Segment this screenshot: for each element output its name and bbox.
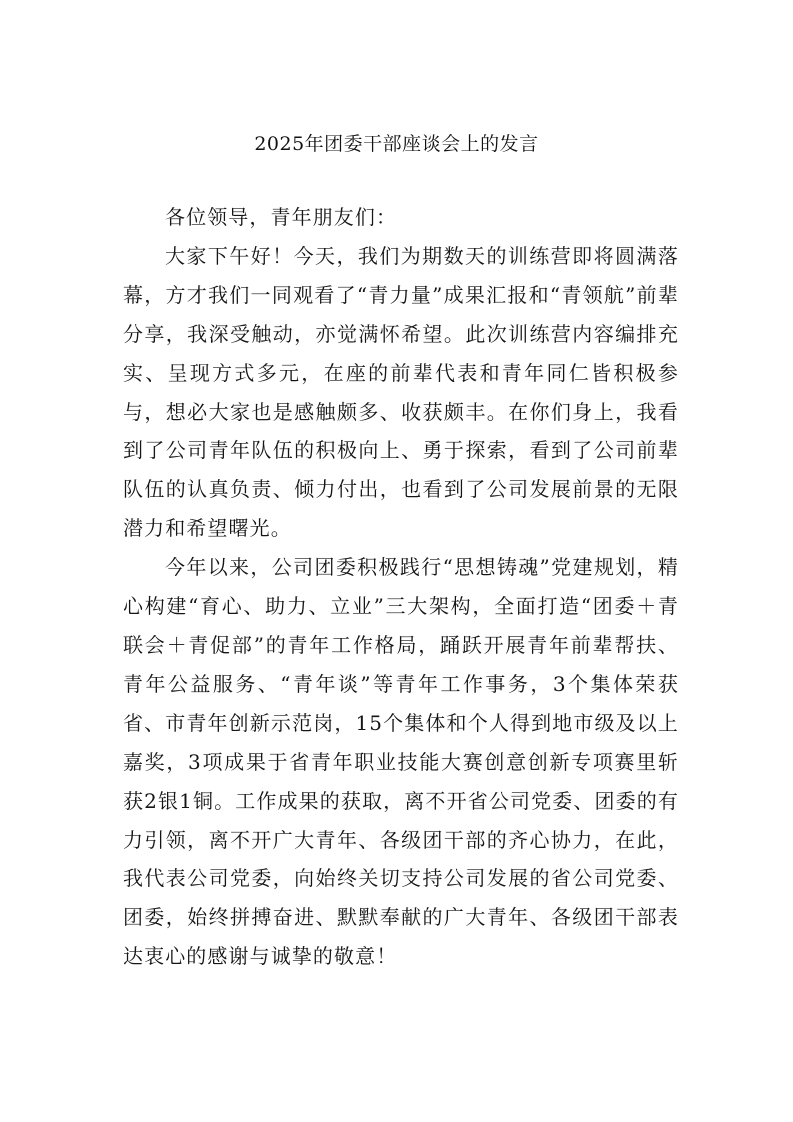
document-title: 2025年团委干部座谈会上的发言 bbox=[254, 133, 539, 155]
paragraph-achievements: 今年以来，公司团委积极践行“思想铸魂”党建规划，精心构建“育心、助力、立业”三大架构，全面打造“团委＋青联会＋青促部”的青年工作格局，踊跃开展青年前辈帮扶、青年公益服务、“青年谈”等青年工作事务，3个集体荣获省、市青年创新示范岗，15个集体和个人得到地市级及以上嘉奖，3项成果于省青年职业技能大赛创意创新专项赛里斩获2银1铜。工作成果的获取，离不开省公司党委、团委的有力引领，离不开广大青年、各级团干部的齐心协力，在此，我代表公司党委，向始终关切支持公司发展的省公司党委、团委，始终拼搏奋进、默默奉献的广大青年、各级团干部表达衷心的感谢与诚挚的敬意！ bbox=[123, 555, 679, 969]
document-body bbox=[123, 198, 679, 976]
paragraph-opening: 大家下午好！今天，我们为期数天的训练营即将圆满落幕，方才我们一同观看了“青力量”成果汇报和“青领航”前辈分享，我深受触动，亦觉满怀希望。此次训练营内容编排充实、呈现方式多元，在座的前辈代表和青年同仁皆积极参与，想必大家也是感触颇多、收获颇丰。在你们身上，我看到了公司青年队伍的积极向上、勇于探索，看到了公司前辈队伍的认真负责、倾力付出，也看到了公司发展前景的无限潜力和希望曙光。 bbox=[123, 243, 679, 541]
salutation: 各位领导，青年朋友们： bbox=[165, 205, 398, 229]
